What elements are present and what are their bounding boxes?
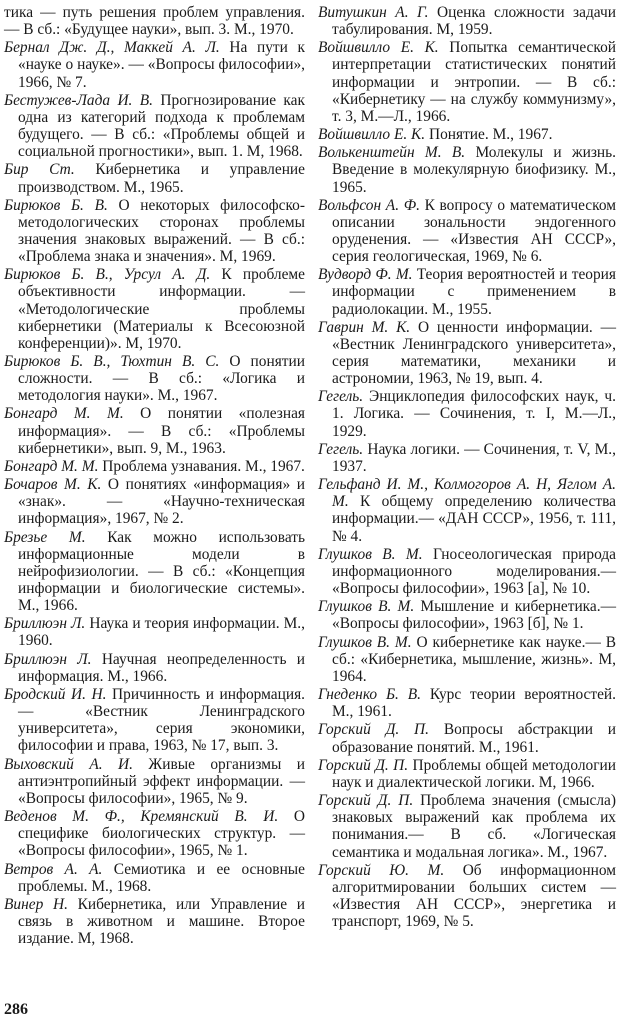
entry-text: Причинность и информация. — «Вестник Ленинградского университета», серия экономики, философии и права, 1963, № 17, вып. 3. <box>18 686 305 755</box>
entry-author: Глушков В. М. <box>318 633 412 651</box>
entry-author: Бонгард М. М. <box>4 405 124 423</box>
entry-text: Научная неопределенность и информация. М., 1966. <box>18 650 305 685</box>
entry-text: Наука логики. — Сочинения, т. V, М., 1937. <box>332 440 616 475</box>
entry-author: Горский Ю. М. <box>318 861 445 879</box>
entry-author: Гегель. <box>318 440 364 458</box>
bibliography-entry <box>318 266 616 317</box>
bibliography-entry <box>4 266 305 351</box>
entry-text: О ценности информации. — «Вестник Ленинградского университета», серия математики, механики и астрономии, 1963, № 19, вып. 4. <box>332 318 616 388</box>
entry-text: К общему определению количества информации.— «ДАН СССР», 1956, т. 111, № 4. <box>332 493 616 545</box>
bibliography-entry <box>4 458 305 475</box>
bibliography-entry <box>4 756 305 807</box>
entry-text: К проблеме объективности информации. — «Методологические проблемы кибернетики (Материалы к Всесоюзной конференции)». М, 1970. <box>18 266 305 352</box>
entry-text: Как можно использовать информационные модели в нейрофизиологии. — В сб.: «Концепция информации и биологические системы». М., 1966. <box>18 528 305 615</box>
entry-text: Гносеологическая природа информационного моделирования.— «Вопросы философии», 1963 [а], № 10. <box>332 545 616 597</box>
bibliography-entry <box>318 598 616 632</box>
entry-text: Вопросы абстракции и образование понятий. М., 1961. <box>332 721 616 756</box>
entry-author: Гельфанд И. М., Колмогоров А. Н, Яглом А. М. <box>318 476 616 511</box>
entry-text: Курс теории вероятностей. М., 1961. <box>332 686 616 721</box>
page-number: 286 <box>4 1001 28 1018</box>
entry-author: Бернал Дж. Д., Маккей А. Л. <box>4 39 220 57</box>
bibliography-entry <box>4 39 305 90</box>
entry-text: О понятии «полезная информация». — В сб.: «Проблемы кибернетики», вып. 9, М., 1963. <box>18 405 305 457</box>
bibliography-entry <box>318 721 616 755</box>
entry-text: Молекулы и жизнь. Введение в молекулярную биофизику. М., 1965. <box>332 144 616 196</box>
entry-author: Вудворд Ф. М. <box>318 266 413 284</box>
entry-author: Бирюков Б. В., Урсул А. Д. <box>4 266 211 284</box>
bibliography-entry <box>4 4 305 38</box>
entry-text: Теория вероятностей и теория информации с применением в радиолокации. М., 1955. <box>332 266 616 318</box>
entry-author: Ветров А. А. <box>4 860 103 878</box>
bibliography-entry <box>4 197 305 265</box>
entry-text: О некоторых философско-методологических сторонах проблемы значения знаковых выражений. — В сб.: «Проблема знака и значения». М, 1969. <box>18 196 305 266</box>
entry-text: Понятие. М., 1967. <box>425 126 553 144</box>
entry-author: Бир Ст. <box>4 161 75 179</box>
bibliography-entry <box>4 861 305 895</box>
entry-author: Гаврин М. К. <box>318 318 411 336</box>
bibliography-entry <box>318 792 616 860</box>
bibliography-entry <box>318 757 616 791</box>
bibliography-entry <box>318 476 616 544</box>
bibliography-entry <box>318 39 616 124</box>
bibliography-entry <box>318 319 616 387</box>
entry-author: Веденов М. Ф., Кремянский В. И. <box>4 808 279 826</box>
entry-text: К вопросу о математическом описании зональности эндогенного оруденения. — «Известия АН СССР», серия геологическая, 1969, № 6. <box>332 196 616 266</box>
bibliography-entry <box>4 476 305 527</box>
entry-author: Гнеденко Б. В. <box>318 686 421 704</box>
entry-author: Волькенштейн М. В. <box>318 144 466 162</box>
bibliography-entry <box>4 92 305 160</box>
entry-author: Бирюков Б. В. <box>4 196 108 214</box>
entry-text: О кибернетике как науке.— В сб.: «Кибернетика, мышление, жизнь». М, 1964. <box>332 633 617 685</box>
entry-author: Горский Д. П. <box>318 792 414 810</box>
entry-text: Проблемы общей методологии наук и диалектической логики. М, 1966. <box>332 756 616 791</box>
entry-author: Горский Д. П. <box>318 721 430 739</box>
entry-text: Попытка семантической интерпретации статистических понятий информации и энтропии. — В сб.: «Кибернетику — на службу коммунизму», т. 3, М.—Л., 1966. <box>332 39 617 125</box>
entry-author: Глушков В. М. <box>318 545 423 563</box>
bibliography-entry <box>318 441 616 475</box>
entry-author: Войшвилло Е. К. <box>318 39 439 57</box>
entry-text: Кибернетика, или Управление и связь в животном и машине. Второе издание. М, 1968. <box>18 895 305 948</box>
bibliography-entry <box>318 144 616 195</box>
bibliography-entry <box>318 4 616 38</box>
bibliography-entry <box>318 634 616 685</box>
entry-text: Кибернетика и управление производством. М., 1965. <box>18 161 305 196</box>
entry-author: Бочаров М. К. <box>4 476 102 494</box>
left-column <box>4 4 305 948</box>
entry-text: Проблема значения (смысла) знаковых выражений как проблема их понимания.— В сб. «Логическая семантика и модальная логика». М., 1967. <box>332 792 616 861</box>
bibliography-entry <box>318 686 616 720</box>
entry-author: Витушкин А. Г. <box>318 4 429 21</box>
entry-text: Проблема узнавания. М., 1967. <box>98 457 305 475</box>
bibliography-entry <box>4 808 305 859</box>
bibliography-entry <box>4 161 305 195</box>
entry-author: Бестужев-Лада И. В. <box>4 91 154 109</box>
entry-author: Винер Н. <box>4 895 68 913</box>
bibliography-entry <box>318 862 616 930</box>
entry-text: Об информационном алгоритмировании больших систем — «Известия АН СССР», энергетика и транспорт, 1969, № 5. <box>332 861 616 931</box>
entry-text: На пути к «науке о науке». — «Вопросы философии», 1966, № 7. <box>18 39 305 91</box>
entry-text: О понятиях «информация» и «знак». — «Научно-техническая информация», 1967, № 2. <box>18 476 305 528</box>
entry-author: Брезье М. <box>4 528 86 546</box>
entry-author: Бриллюэн Л. <box>4 615 86 633</box>
entry-author: Горский Д. П. <box>318 756 409 774</box>
bibliography-entry <box>4 353 305 404</box>
entry-author: Бриллюэн Л. <box>4 650 92 668</box>
entry-text: Мышление и кибернетика.— «Вопросы философии», 1963 [б], № 1. <box>332 598 616 633</box>
bibliography-entry <box>318 388 616 439</box>
bibliography-entry <box>318 546 616 597</box>
entry-text: Энциклопедия философских наук, ч. 1. Логика. — Сочинения, т. I, М.—Л., 1929. <box>332 388 616 440</box>
entry-author: Вольфсон А. Ф. <box>318 196 420 214</box>
entry-text: Семиотика и ее основные проблемы. М., 1968. <box>18 860 305 895</box>
entry-text: тика — путь решения проблем управления. — В сб.: «Будущее науки», вып. 3. М., 1970. <box>4 4 305 39</box>
entry-text: О понятии сложности. — В сб.: «Логика и методология науки». М., 1967. <box>18 353 305 405</box>
right-column <box>318 4 616 931</box>
bibliography-entry <box>318 197 616 265</box>
entry-text: Живые организмы и антиэнтропийный эффект информации. — «Вопросы философии», 1965, № 9. <box>18 755 305 807</box>
entry-author: Глушков В. М. <box>318 598 415 616</box>
bibliography-entry <box>4 651 305 685</box>
bibliography-entry <box>4 686 305 754</box>
bibliography-entry <box>318 126 616 143</box>
entry-author: Бродский И. Н. <box>4 686 107 704</box>
entry-author: Бонгард М. М. <box>4 457 99 475</box>
entry-text: Прогнозирование как одна из категорий подхода к проблемам будущего. — В сб.: «Проблемы общей и социальной прогностики», вып. 1. М, 1968. <box>18 91 305 161</box>
bibliography-entry <box>4 615 305 649</box>
bibliography-entry <box>4 529 305 614</box>
entry-text: Наука и теория информации. М., 1960. <box>18 615 305 650</box>
bibliography-entry <box>4 896 305 947</box>
entry-author: Войшвилло Е. К. <box>318 126 426 144</box>
entry-text: О специфике биологических структур. — «Вопросы философии», 1965, № 1. <box>18 808 305 860</box>
entry-text: Оценка сложности задачи табулирования. М, 1959. <box>332 4 616 39</box>
entry-author: Гегель. <box>318 388 364 406</box>
bibliography-entry <box>4 405 305 456</box>
entry-author: Бирюков Б. В., Тюхтин В. С. <box>4 353 220 370</box>
entry-author: Выховский А. И. <box>4 755 133 773</box>
